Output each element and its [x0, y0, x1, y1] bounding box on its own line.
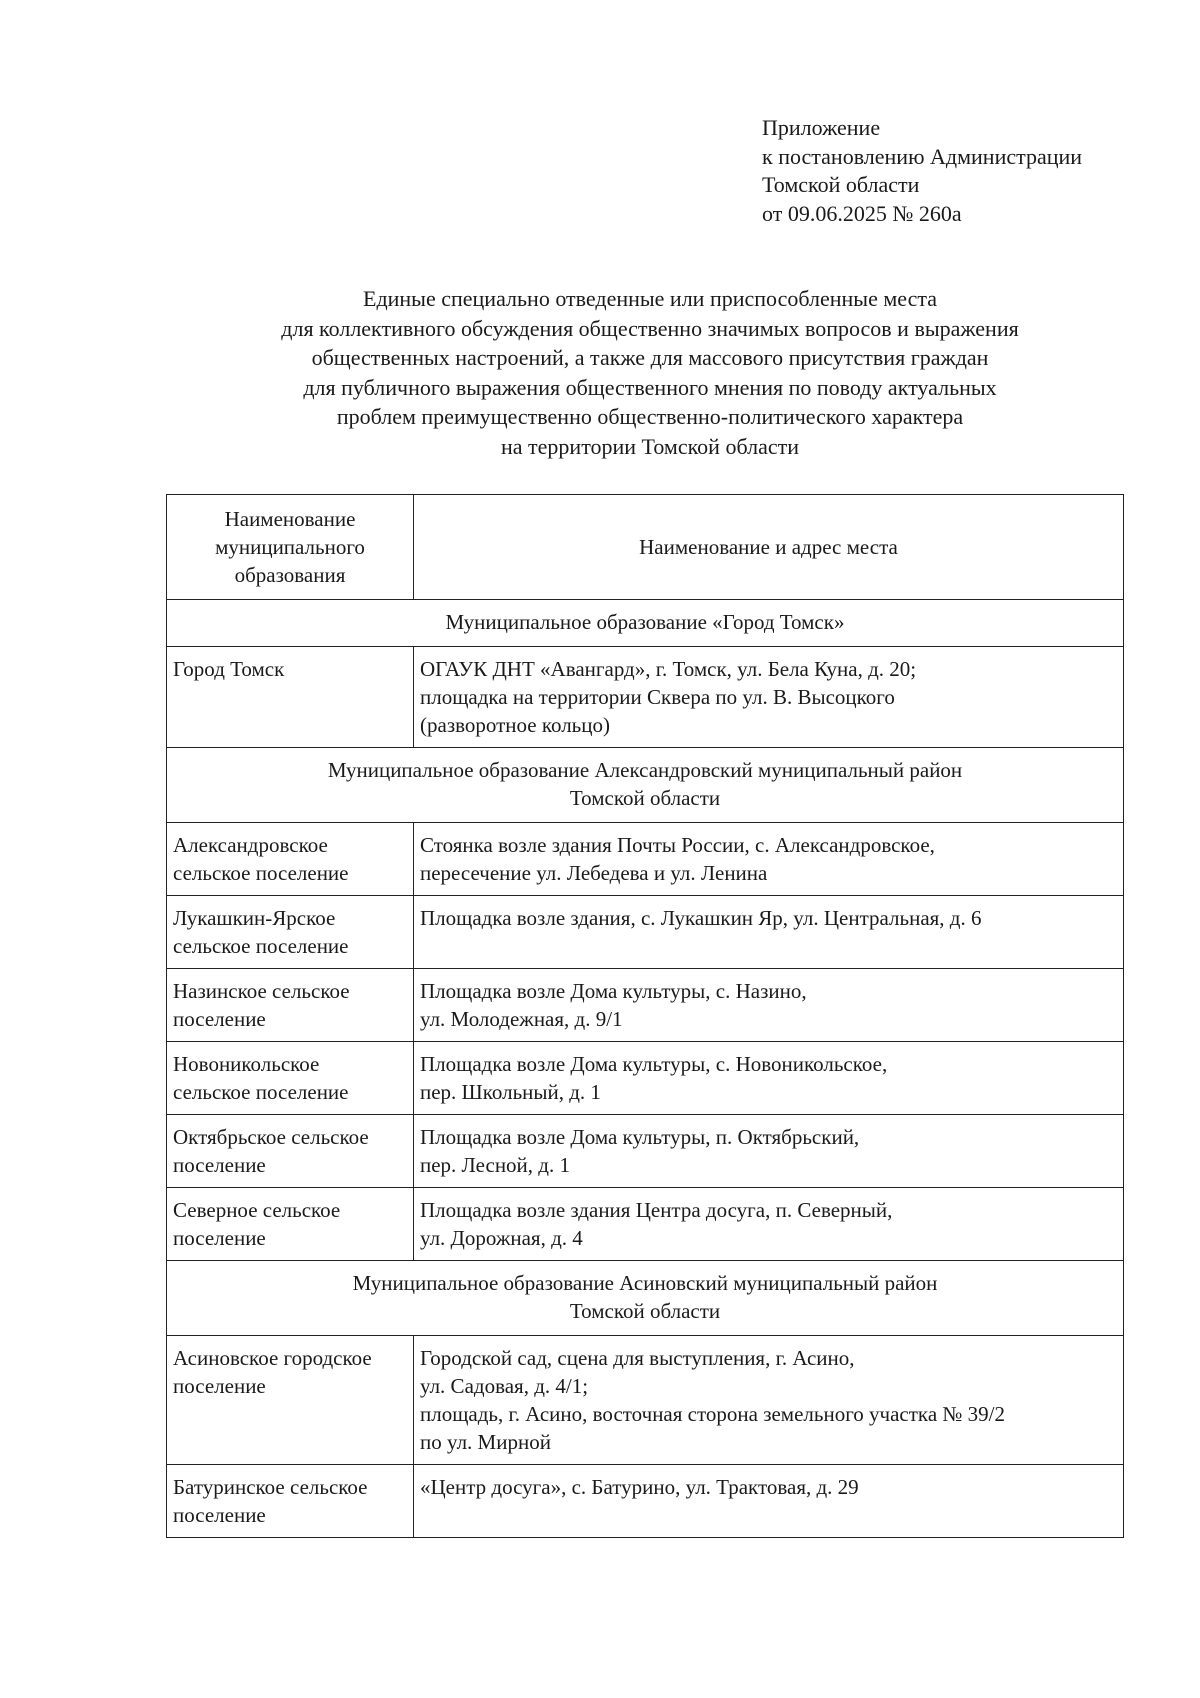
appendix-line: Томской области	[762, 172, 920, 197]
group-row	[167, 600, 1124, 647]
title-line: на территории Томской области	[501, 433, 799, 459]
table-row	[167, 1336, 1124, 1465]
document-title	[140, 284, 1160, 461]
table-row	[167, 1188, 1124, 1261]
table-row	[167, 1465, 1124, 1538]
address-cell: ОГАУК ДНТ «Авангард», г. Томск, ул. Бела Куна, д. 20; площадка на территории Сквера по ул. В. Высоцкого (разворотное кольцо)	[414, 647, 1124, 748]
table-header-row	[167, 495, 1124, 600]
address-cell: Площадка возле Дома культуры, п. Октябрьский, пер. Лесной, д. 1	[414, 1115, 1124, 1188]
title-line: для коллективного обсуждения общественно значимых вопросов и выражения	[281, 315, 1019, 341]
appendix-line: к постановлению Администрации	[762, 143, 1083, 169]
address-cell: Площадка возле Дома культуры, с. Новоникольское, пер. Школьный, д. 1	[414, 1042, 1124, 1115]
group-row	[167, 748, 1124, 823]
address-cell: Городской сад, сцена для выступления, г. Асино, ул. Садовая, д. 4/1; площадь, г. Асино, восточная сторона земельного участка № 39/2 по ул. Мирной	[414, 1336, 1124, 1465]
municipality-cell: Северное сельское поселение	[167, 1188, 414, 1261]
header-municipality	[167, 495, 414, 600]
municipality-cell: Александровское сельское поселение	[167, 823, 414, 896]
places-table	[166, 494, 1124, 1538]
table-row	[167, 1115, 1124, 1188]
table-row	[167, 823, 1124, 896]
municipality-cell: Назинское сельское поселение	[167, 969, 414, 1042]
municipality-cell: Город Томск	[167, 647, 414, 748]
header-line: Наименование	[224, 507, 356, 531]
address-cell: Стоянка возле здания Почты России, с. Александровское, пересечение ул. Лебедева и ул. Ленина	[414, 823, 1124, 896]
header-line: муниципального	[215, 535, 365, 559]
municipality-cell: Батуринское сельское поселение	[167, 1465, 414, 1538]
address-cell: «Центр досуга», с. Батурино, ул. Трактовая, д. 29	[414, 1465, 1124, 1538]
header-address: Наименование и адрес места	[414, 495, 1124, 600]
table-row	[167, 647, 1124, 748]
title-line: проблем преимущественно общественно-политического характера	[336, 404, 964, 429]
address-cell: Площадка возле здания Центра досуга, п. Северный, ул. Дорожная, д. 4	[414, 1188, 1124, 1261]
municipality-cell: Лукашкин-Ярское сельское поселение	[167, 896, 414, 969]
group-row	[167, 1261, 1124, 1336]
title-line: Единые специально отведенные или приспособленные места	[363, 286, 937, 311]
table-row	[167, 1042, 1124, 1115]
appendix-block	[762, 114, 1082, 228]
group-title: Муниципальное образование «Город Томск»	[167, 600, 1124, 647]
address-cell: Площадка возле здания, с. Лукашкин Яр, ул. Центральная, д. 6	[414, 896, 1124, 969]
title-line: общественных настроений, а также для массового присутствия граждан	[311, 345, 989, 370]
group-title: Муниципальное образование Асиновский муниципальный район Томской области	[167, 1261, 1124, 1336]
appendix-line: от 09.06.2025 № 260а	[762, 200, 962, 226]
appendix-line: Приложение	[762, 115, 881, 140]
header-line: образования	[234, 563, 346, 587]
address-cell: Площадка возле Дома культуры, с. Назино, ул. Молодежная, д. 9/1	[414, 969, 1124, 1042]
table-row	[167, 969, 1124, 1042]
municipality-cell: Октябрьское сельское поселение	[167, 1115, 414, 1188]
title-line: для публичного выражения общественного мнения по поводу актуальных	[303, 374, 997, 400]
table-row	[167, 896, 1124, 969]
municipality-cell: Асиновское городское поселение	[167, 1336, 414, 1465]
group-title: Муниципальное образование Александровский муниципальный район Томской области	[167, 748, 1124, 823]
municipality-cell: Новоникольское сельское поселение	[167, 1042, 414, 1115]
